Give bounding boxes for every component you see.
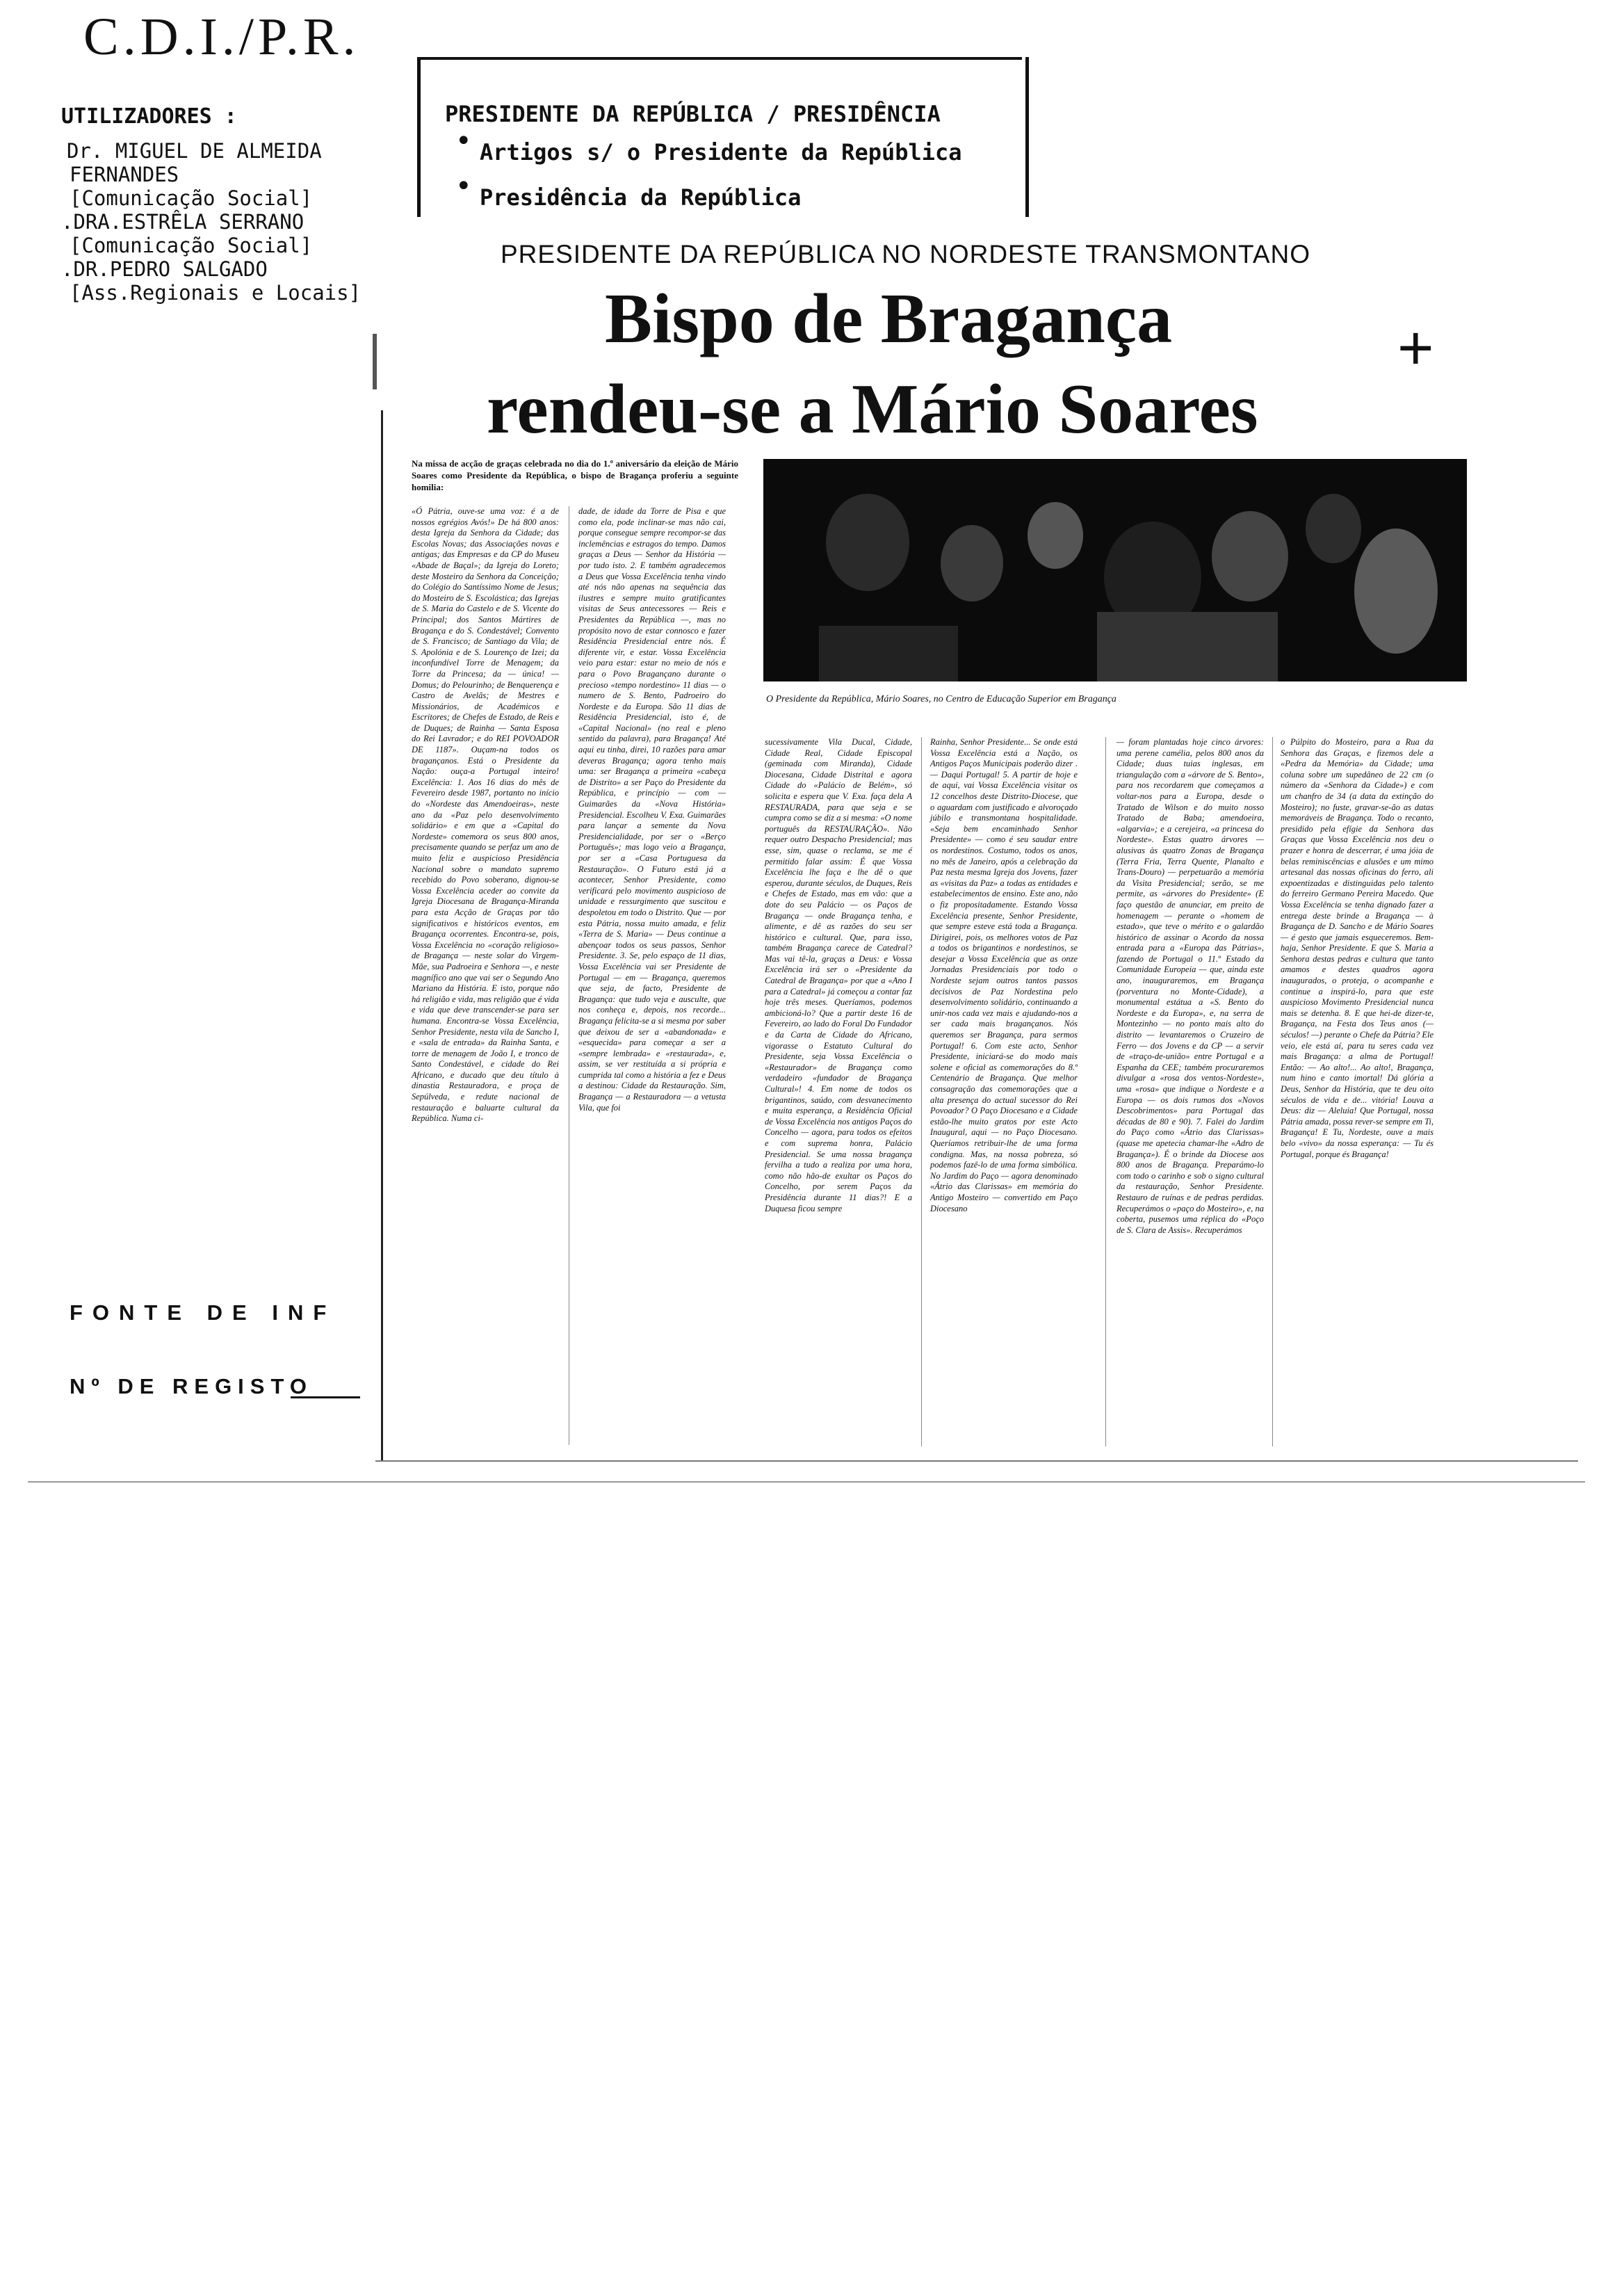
photo-caption: O Presidente da República, Mário Soares, no Centro de Educação Superior em Bragança [766,694,1116,704]
archive-stamp-code: C.D.I./P.R. [83,8,360,66]
source-label: FONTE DE INF [70,1300,336,1325]
registry-number-line [291,1396,360,1398]
users-label: UTILIZADORES : [61,104,237,129]
article-column: — foram plantadas hoje cinco árvores: uma perene camélia, pelos 800 anos da Cidade; duas tuias inglesas, em triangulação com a «árvore de S. Bento», para nos recordarem que começamos a voltar-nos para a Europa, desde o Tratado de Wilson e do muito nosso Tratado de Baba; amendoeira, «algarvia»; e a cerejeira, «a princesa do Nordeste». Estas quatro árvores — alusivas às quatro Zonas de Bragança (Terra Fria, Terra Quente, Planalto e Trans-Douro) — perpetuarão a memória da Visita Presidencial; serão, se me permite, as «árvores do Presidente» (E faço questão de anunciar, em preito de homenagem — perante o «homem de estado», que teve o mérito e o galardão histórico de assinar o Acordo da nossa entrada para a «Europa das Pátrias», fazendo de Portugal o 11.º Estado da Comunidade Europeia — que, ainda este ano, inauguraremos, em Bragança (porventura no Monte-Cidade), a monumental estátua a «S. Bento do Nordeste e da Europa», e, na serra de Montezinho — no ponto mais alto do distrito — levantaremos o Cruzeiro de Ferro — dos Jovens e da CP — a servir de «traço-de-união» entre Portugal e a Espanha da CEE; também procuraremos divulgar a «rosa dos ventos-Nordeste», uma «rosa» que indique o Nordeste e a Europa — os dois rumos dos «Novos Descobrimentos» para Portugal das décadas de 80 e 90). 7. Falei do Jardim do Paço como «Átrio das Clarissas» (quase me apetecia chamar-lhe «Adro de Bragança»). É o brinde da Diocese aos 800 anos de Bragança. Preparámo-lo com todo o carinho e sob o signo cultural da restauração, Senhor Presidente. Restauro de ruínas e de pedras perdidas. Recuperámos o «paço do Mosteiro», e, na coberta, pusemos uma réplica do «Poço de S. Clara de Assis». Recuperámos [1116,737,1264,1235]
article-photo [763,459,1467,681]
article-kicker: PRESIDENTE DA REPÚBLICA NO NORDESTE TRANSMONTANO [501,240,1311,268]
users-list [61,139,362,305]
scan-bottom-line [28,1481,1585,1483]
bullet-icon: • [455,170,472,202]
classification-item: Artigos s/ o Presidente da República [480,139,962,166]
column-rule [921,737,922,1446]
scan-edge-mark [373,334,377,389]
bullet-icon: • [455,125,472,157]
registry-number-label: Nº DE REGISTO [70,1374,313,1398]
photo-image [763,459,1467,681]
user-line: [Comunicação Social] [70,186,313,210]
classification-item: Presidência da República [480,184,802,211]
article-column: sucessivamente Vila Ducal, Cidade, Cidade Real, Cidade Episcopal (geminada com Miranda), Cidade Diocesana, Cidade Distrital e agora Cidade do «Palácio de Belém», só solicita e espera que V. Exa. faça dela A RESTAURADA, para que seja e se cumpra como se diz a si mesma: «O nome português da RESTAURAÇÃO». Não requer outro Despacho Presidencial; mas esse, sim, quase o reclama, se me é permitido falar assim: É que Vossa Excelência lhe faça e lhe dê o que esperou, durante séculos, de Duques, Reis e Chefes de Estado, mas em vão: que a dote do seu Palácio — os Paços de Bragança — onde Bragança tenha, e alimente, e dê as razões do seu ser histórico e cultural. Que, para isso, também Bragança carece de Catedral? Mas vai tê-la, graças a Deus: e Vossa Excelência irá ser o «Presidente da Catedral de Bragança» por que a «Ano I para a Catedral» já começou a contar faz hoje três meses. Queríamos, podemos ambicioná-lo? Que a partir deste 16 de Fevereiro, ao lado do Foral Do Fundador e da Carta de Cidade do Africano, vigorasse o Estatuto Cultural do Presidente, seja Vossa Excelência o «Restaurador» de Bragança como verdadeiro «fundador de Bragança Cultural»! 4. Em nome de todos os brigantinos, saúdo, com desvanecimento e muita esperança, a Residência Oficial de Vossa Excelência nos antigos Paços do Concelho — agora, para todos os efeitos e com suprema honra, Palácio Presidencial. Se uma nossa bragança fervilha a tudo a realiza por uma hora, como não hão-de exultar os Paços do Concelho, por serem Paços da Presidência durante 11 dias?! E a Duquesa ficou sempre [765,737,912,1213]
column-rule [1105,737,1106,1446]
handwritten-cross-mark: + [1397,314,1434,383]
headline-line-2: rendeu-se a Mário Soares [487,370,1258,449]
article-column: dade, de idade da Torre de Pisa e que como ela, pode inclinar-se mas não cai, porque consegue sempre recompor-se das inclemências e estragos do tempo. Damos graças a Deus — Senhor da História — por tudo isto. 2. E também agradecemos a Deus que Vossa Excelência tenha vindo até nós não apenas na sequência das ilustres e sempre muito gratificantes visitas de Seus antecessores — Reis e Presidentes da República —, mas no propósito novo de estar connosco e fazer Residência Presidencial entre nós. É diferente vir, e estar. Vossa Excelência veio para estar: estar no meio de nós e para o Povo Bragançano durante o precioso «tempo nordestino» 11 dias — o numero de S. Bento, Padroeiro do Nordeste e da Europa. São 11 dias de Residência Presidencial, isto é, de «Capital Nacional» (no real e pleno sentido da palavra), para Bragança! Até aqui eu tinha, direi, 10 razões para amar deveras Bragança; agora tenho mais uma: ser Bragança a primeira «cabeça de Distrito» a ser Paço do Presidente da República, e princípio — com — Guimarães da «Nova História» Presidencial. Escolheu V. Exa. Guimarães para lançar a semente da Nova Presidencialidade, por ser o «Berço Português»; mas logo veio a Bragança, por ser a «Casa Portuguesa da Restauração». O Futuro está já a acontecer, Senhor Presidente, como verificará pelo movimento auspicioso de unidade e ressurgimento que suscitou e despoletou em todo o Distrito. Que — por esta Pátria, nossa muito amada, e feliz «Terra de S. Maria» — Deus continue a abençoar todos os seus passos, Senhor Presidente. 3. Se, pelo espaço de 11 dias, Vossa Excelência vai ser Presidente de Portugal — em — Bragança, queremos que seja, de facto, Presidente de Bragança: que tudo veja e ausculte, que nos conheça e, depois, nos recorde... Bragança felicita-se a si mesma por saber que deixou de ser a «abandonada» e «esquecida» para começar a ser a «sempre lembrada» e «restaurada», e, assim, se ver restituída a si própria e cumprida tal como a história a fez e Deus a destinou: Cidade da Restauração. Sim, Bragança — a Restauradora — a vetusta Vila, que foi [578,506,726,1113]
classification-title: PRESIDENTE DA REPÚBLICA / PRESIDÊNCIA [445,101,941,127]
clipping-bottom-edge [375,1460,1578,1462]
article-column: o Púlpito do Mosteiro, para a Rua da Senhora das Graças, e fizemos dele a «Pedra da Memória» da Cidade; uma coluna sobre um supedâneo de 22 cm (o número da «Senhora da Cidade») e com um chanfro de 34 (a data da extinção do Mosteiro); no fuste, gravar-se-ão as datas memoráveis de Bragança. Todo o recanto, presidido pela efígie da Senhora das Graças que Vossa Excelência nos deu o prazer e honra de descerrar, é uma jóia de belas reminiscências e alusões e um mimo artesanal das nossas oficinas do ferro, ali expoentizadas e distinguidas pelo talento do ferreiro Germano Pereira Macedo. Que Vossa Excelência se tenha dignado fazer a entrega deste brinde a Bragança — à Bragança de D. Sancho e de Mário Soares — é gesto que jamais esqueceremos. Bem-haja, Senhor Presidente. E que S. Maria a Senhora destas pedras e cultura que tanto amamos e destes quadros agora inaugurados, o proteja, o acompanhe e continue a inspirá-lo, para que este auspicioso Movimento Presidencial nunca mais se detenha. 8. E que hei-de dizer-te, Bragança, na Festa dos Teus anos (— séculos! —) perante o Chefe da Pátria? Ele veio, ele está aí, para tu seres cada vez mais Bragança: a alma de Portugal! Então: — Ao alto!... Ao alto!, Bragança, num hino e canto imortal! Dá glória a Deus, Senhor da História, que te deu oito séculos de vida e de... vitória! Louva a Deus: diz — Aleluia! Que Portugal, nossa Pátria amada, possa rever-se sempre em Ti, Bragança! E Tu, Nordeste, ouve a mais belo «vivo» da nossa esperança: — Tu és Portugal, porque és Bragança! [1281,737,1434,1159]
classification-box-top [417,57,1022,63]
scan-edge-line [381,410,383,1460]
user-line: [Comunicação Social] [70,234,313,257]
article-column: «Ó Pátria, ouve-se uma voz: é a de nossos egrégios Avós!» De há 800 anos: desta Igreja da Senhora da Cidade; das Escolas Novas; das Associações novas e antigas; das Empresas e da CP do Museu «Abade de Baçal»; da Igreja do Loreto; deste Mosteiro da Senhora da Conceição; do Colégio do Santíssimo Nome de Jesus; do Mosteiro de S. Escolástica; das Igrejas de S. Maria do Castelo e de S. Vicente do Principal; dos Santos Mártires de Bragança e do S. Condestável; Convento de S. Francisco; de Santiago da Vila; de S. Apolónia e de S. Lourenço de Izei; da inconfundível Torre de Menagem; da Torre da Princesa; da — única! — Domus; do Pelourinho; de Benquerença e Castro de Avelãs; de Mestres e Missionários, de Académicos e Escritores; de Chefes de Estado, de Reis e de Duques; de Rainha — Santa Esposa do Rei Lavrador; e do REI POVOADOR DE 1187». Ouçam-na todos os bragançanos. Está o Presidente da Nação: ouça-a Portugal inteiro! Excelência: 1. Aos 16 dias do mês de Fevereiro desde 1987, portanto no início do «Nordeste das Amendoeiras», neste ano da «Paz pelo desenvolvimento solidário» e em que a «Capital do Nordeste» comemora os seus 800 anos, precisamente quando se perfaz um ano de muito feliz e auspicioso Presidência Nacional sobre o mandato supremo recebido do Povo soberano, dignou-se Vossa Excelência aceder ao convite da Igreja Diocesana de Bragança-Miranda para esta Acção de Graças por tão significativos e históricos eventos, em Bragança ocorrentes. Encontra-se, pois, Vossa Excelência no «coração religioso» de Bragança — neste solar do Virgem-Mãe, sua Padroeira e Senhora —, e neste magnífico ano que vai ser o Segundo Ano Mariano da História. E isto, porque não há religião e vida, mas religião que é vida e vida que deve transcender-se para ser humana. Encontra-se Vossa Excelência, Senhor Presidente, nesta vila de Sancho I, e «sala de entrada» da Rainha Santa, e torre de menagem de João I, e tronco de Santo Condestável, e cidade do Rei Africano, e ducado que deu título à dinastia Restauradora, e proça de Sepúlveda, e redute nacional de restauração e baluarte cultural da República. Numa ci- [412,506,559,1124]
user-line: .DRA.ESTRÊLA SERRANO [61,210,304,234]
article-intro: Na missa de acção de graças celebrada no dia do 1.º aniversário da eleição de Mário Soares como Presidente da República, o bispo de Bragança proferiu a seguinte homilia: [412,458,738,492]
user-line: [Ass.Regionais e Locais] [70,281,362,305]
user-line: FERNANDES [70,163,179,186]
user-line: .DR.PEDRO SALGADO [61,257,268,281]
article-column: Rainha, Senhor Presidente... Se onde está Vossa Excelência está a Nação, os Antigos Paços Municipais poderão dizer .— Daqui Portugal! 5. A partir de hoje e de aqui, vai Vossa Excelência visitar os 12 concelhos deste Distrito-Diocese, que o aguardam com justificado e alvoroçado júbilo e transmontana hospitalidade. «Seja bem encaminhado Senhor Presidente» — como é seu saudar entre os nordestinos. Costumo, todos os anos, no mês de Janeiro, após a celebração da Paz nesta mesma Igreja dos Jovens, fazer as «visitas da Paz» a todas as entidades e estabelecimentos de ensino. Este ano, não o fiz propositadamente. Estando Vossa Excelência presente, Senhor Presidente, que sempre esteve está toda a Bragança. Dirigirei, pois, os melhores votos de Paz a todos os brigantinos e nordestinos, se desejar a Vossa Excelência que as onze Jornadas Presidenciais por todo o Nordeste sejam outros tantos passos decisivos de Paz Nordestina pelo desenvolvimento solidário, continuando a unir-nos cada vez mais e ajudando-nos a ser cada mais bragançanos. Nós queremos ser Bragança, para sermos Portugal! 6. Com este acto, Senhor Presidente, iniciará-se do modo mais solene e oficial as comemorações do 8.º Centenário de Bragança. Que melhor consagração das comemorações que a alta presença do actual sucessor do Rei Povoador? O Paço Diocesano e a Cidade estão-lhe muito gratos por este Acto Inaugural, aqui — no Paço Diocesano. Queríamos retribuir-lhe de uma forma condigna. Mas, na nossa pobreza, só podemos fazê-lo de uma forma simbólica. No Jardim do Paço — agora denominado «Átrio das Clarissas» em memória do Antigo Mosteiro — convertido em Paço Diocesano [930,737,1078,1213]
column-rule [1272,737,1273,1446]
headline-line-1: Bispo de Bragança [605,280,1173,358]
user-line: Dr. MIGUEL DE ALMEIDA [67,139,322,163]
